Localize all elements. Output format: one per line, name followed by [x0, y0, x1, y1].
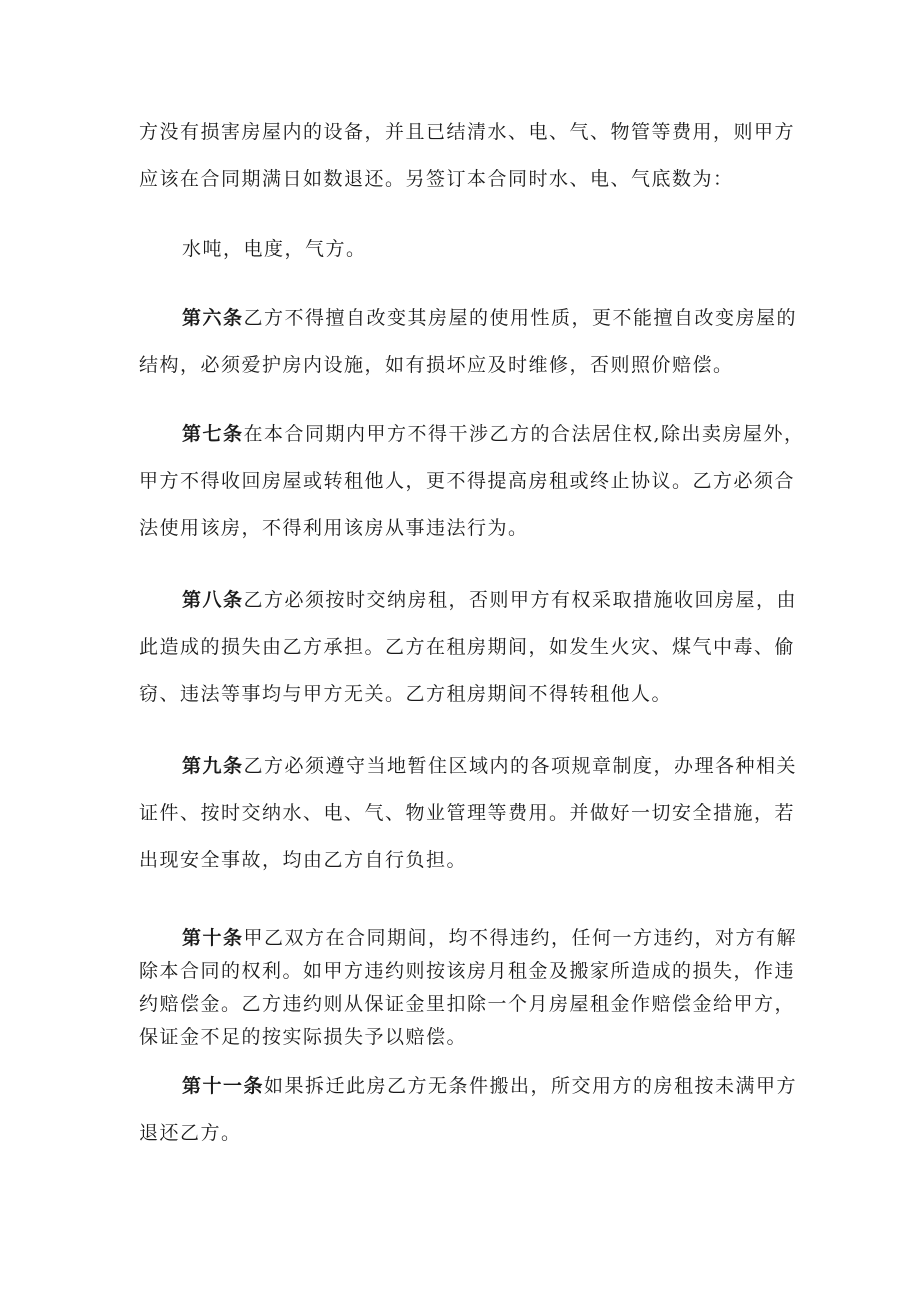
article-heading: 第十一条 — [182, 1075, 265, 1097]
text-line: 约赔偿金。乙方违约则从保证金里扣除一个月房屋租金作赔偿金给甲方， — [139, 993, 796, 1015]
text-line: 证件、按时交纳水、电、气、物业管理等费用。并做好一切安全措施，若 — [139, 802, 796, 824]
text-line — [139, 307, 798, 329]
article-text: 在本合同期内甲方不得干涉乙方的合法居住权,除出卖房屋外， — [243, 423, 805, 445]
text-line: 出现安全事故，均由乙方自行负担。 — [139, 849, 468, 871]
article-10 — [139, 927, 798, 1048]
text-line: 结构，必须爱护房内设施，如有损坏应及时维修，否则照价赔偿。 — [139, 354, 734, 376]
paragraph-meter-readings — [139, 240, 784, 259]
paragraph-deposit-refund — [139, 121, 796, 190]
text-line: 方没有损害房屋内的设备，并且已结清水、电、气、物管等费用，则甲方 — [139, 121, 796, 143]
article-9 — [139, 755, 798, 871]
article-text: 甲乙双方在合同期间，均不得违约，任何一方违约，对方有解 — [243, 927, 798, 949]
text-line — [139, 1075, 798, 1097]
text-line — [139, 927, 798, 949]
text-line: 应该在合同期满日如数退还。另签订本合同时水、电、气底数为： — [139, 168, 734, 190]
text-line — [139, 755, 798, 777]
text-line: 保证金不足的按实际损失予以赔偿。 — [139, 1026, 468, 1048]
article-7 — [139, 423, 805, 539]
article-6 — [139, 307, 798, 376]
article-11 — [139, 1075, 798, 1144]
article-8 — [139, 589, 798, 705]
article-heading: 第九条 — [182, 755, 244, 777]
text-line: 此造成的损失由乙方承担。乙方在租房期间，如发生火灾、煤气中毒、偷 — [139, 636, 796, 658]
article-text: 乙方必须按时交纳房租，否则甲方有权采取措施收回房屋，由 — [243, 589, 798, 611]
article-heading: 第七条 — [182, 423, 244, 445]
text-line: 除本合同的权利。如甲方违约则按该房月租金及搬家所造成的损失，作违 — [139, 960, 796, 982]
text-line: 退还乙方。 — [139, 1122, 242, 1144]
article-text: 乙方必须遵守当地暂住区域内的各项规章制度，办理各种相关 — [243, 755, 798, 777]
text-line: 水吨，电度，气方。 — [182, 238, 367, 260]
article-text: 如果拆迁此房乙方无条件搬出，所交用方的房租按未满甲方 — [264, 1075, 798, 1097]
article-text: 乙方不得擅自改变其房屋的使用性质，更不能擅自改变房屋的 — [243, 307, 798, 329]
text-line: 甲方不得收回房屋或转租他人，更不得提高房租或终止协议。乙方必须合 — [139, 470, 796, 492]
article-heading: 第八条 — [182, 589, 244, 611]
article-heading: 第六条 — [182, 307, 244, 329]
text-line: 法使用该房，不得利用该房从事违法行为。 — [139, 517, 529, 539]
text-line — [139, 423, 805, 445]
text-line — [139, 589, 798, 611]
text-line: 窃、违法等事均与甲方无关。乙方租房期间不得转租他人。 — [139, 683, 673, 705]
article-heading: 第十条 — [182, 927, 244, 949]
